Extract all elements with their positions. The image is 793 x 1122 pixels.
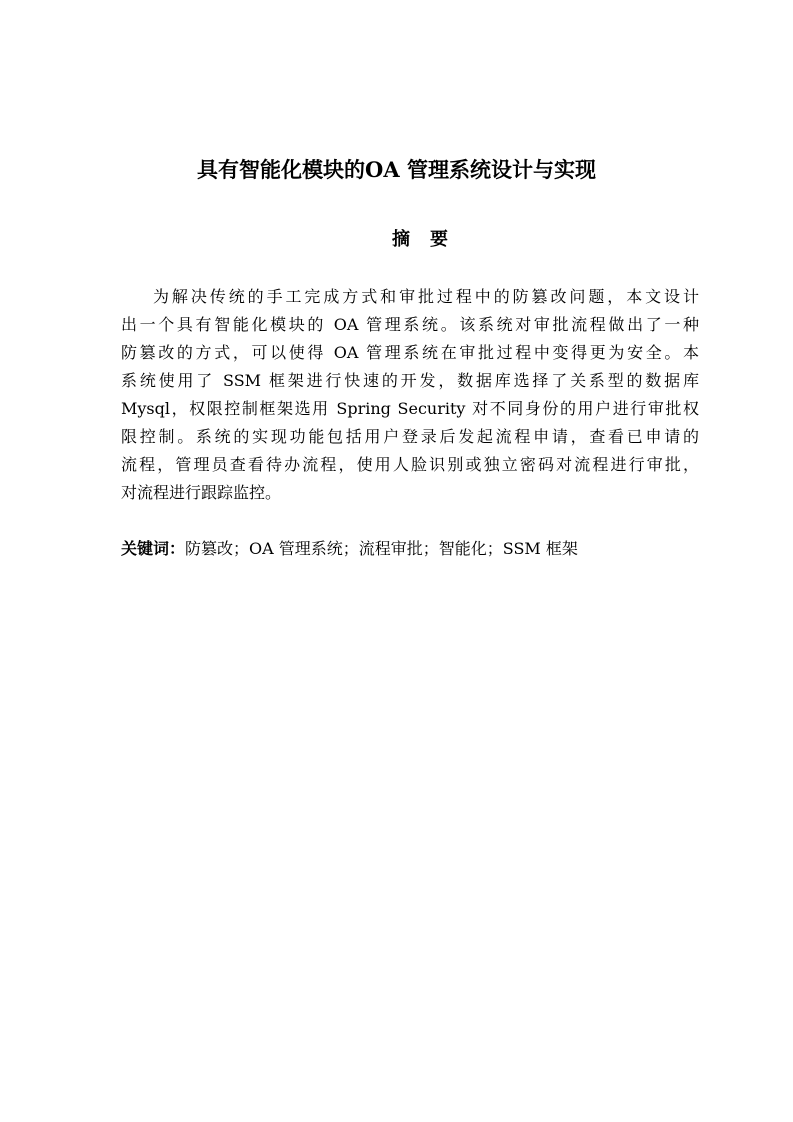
abstract-line: 系统使用了 SSM 框架进行快速的开发，数据库选择了关系型的数据库 [121, 371, 699, 390]
abstract-heading: 摘要 [392, 229, 468, 250]
abstract-line: Mysql，权限控制框架选用 Spring Security 对不同身份的用户进行审批权 [121, 399, 699, 418]
abstract-line: 为解决传统的手工完成方式和审批过程中的防篡改问题，本文设计 [153, 287, 699, 306]
abstract-line: 流程，管理员查看待办流程，使用人脸识别或独立密码对流程进行审批， [121, 455, 699, 474]
abstract-line: 对流程进行跟踪监控。 [121, 483, 282, 502]
abstract-line: 限控制。系统的实现功能包括用户登录后发起流程申请，查看已申请的 [121, 427, 699, 446]
keywords-text: 防篡改；OA 管理系统；流程审批；智能化；SSM 框架 [185, 539, 578, 558]
paper-title: 具有智能化模块的OA 管理系统设计与实现 [197, 157, 596, 182]
keywords [121, 535, 699, 563]
keywords-label: 关键词： [121, 539, 186, 558]
abstract-line: 防篡改的方式，可以使得 OA 管理系统在审批过程中变得更为安全。本 [121, 343, 699, 362]
abstract-line: 出一个具有智能化模块的 OA 管理系统。该系统对审批流程做出了一种 [121, 315, 699, 334]
abstract-body [121, 283, 699, 507]
